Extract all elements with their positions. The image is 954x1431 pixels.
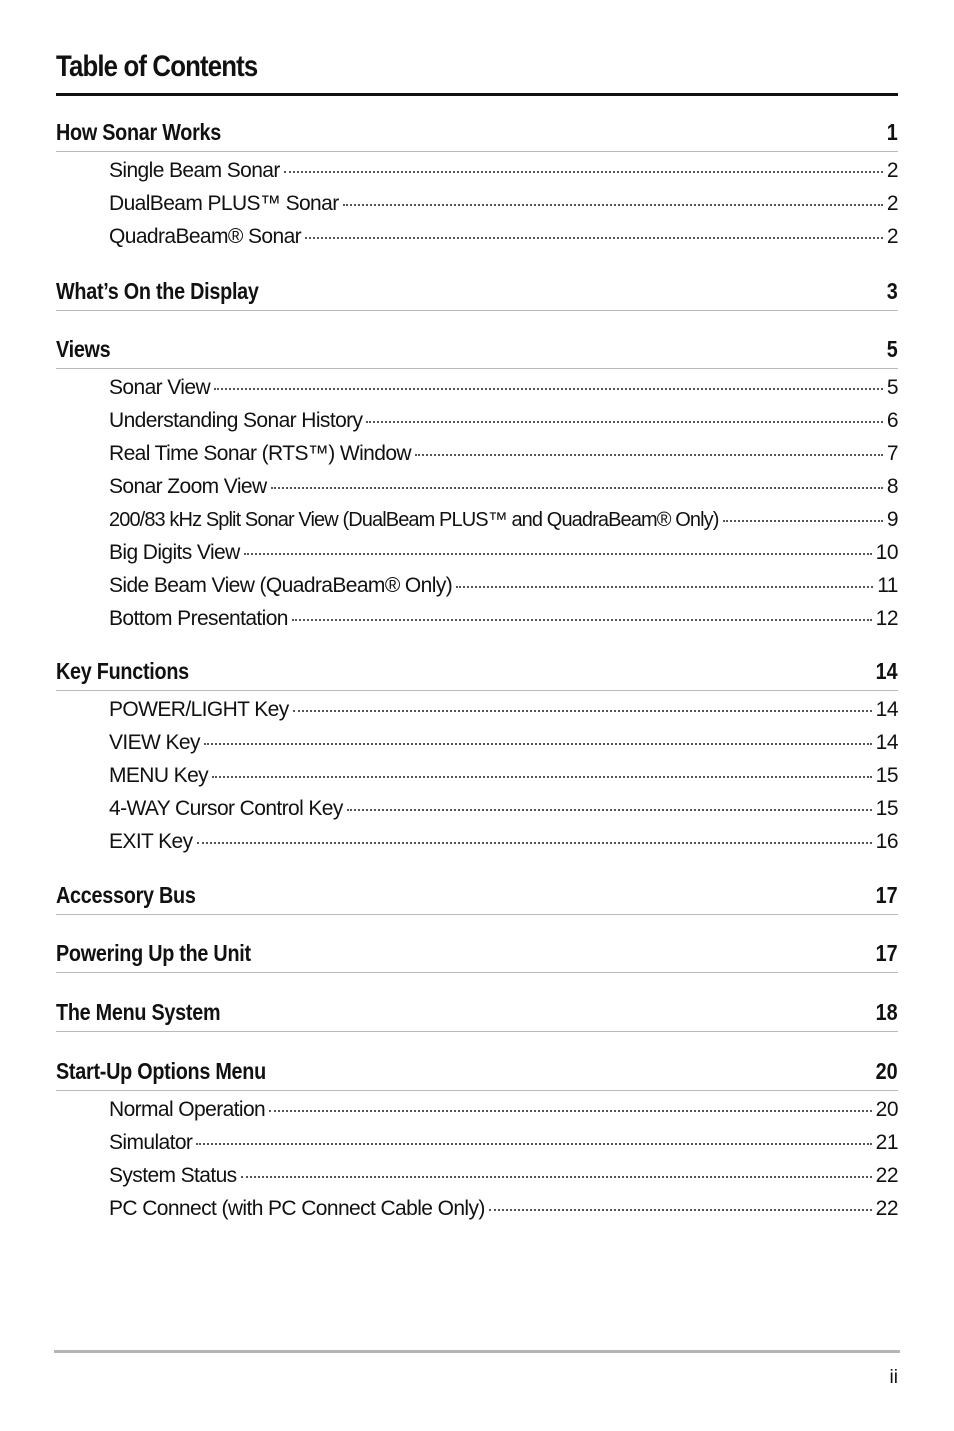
entry-title: Sonar View [109, 376, 211, 399]
section-title: How Sonar Works [56, 119, 222, 145]
entry-page-number: 21 [875, 1131, 898, 1154]
toc-section-how-sonar-works [56, 117, 898, 258]
toc-section-key-functions [56, 656, 898, 863]
dot-leader [269, 1109, 872, 1112]
section-page-number: 17 [875, 940, 898, 966]
dot-leader [241, 1175, 872, 1178]
toc-entry[interactable] [109, 574, 898, 607]
section-title: Views [56, 336, 111, 362]
section-heading[interactable] [56, 880, 898, 915]
dot-leader [284, 170, 883, 173]
toc-entry[interactable] [109, 442, 898, 475]
entry-title: PC Connect (with PC Connect Cable Only) [109, 1197, 485, 1220]
entry-title: System Status [109, 1164, 237, 1187]
toc-section-views [56, 334, 898, 640]
entry-title: 200/83 kHz Split Sonar View (DualBeam PLUS™ and QuadraBeam® Only) [109, 509, 719, 531]
section-title: The Menu System [56, 999, 221, 1025]
toc-entry[interactable] [109, 1098, 898, 1131]
section-title: Powering Up the Unit [56, 940, 251, 966]
section-title: Start-Up Options Menu [56, 1058, 266, 1084]
page-title: Table of Contents [56, 50, 258, 83]
toc-section-start-up-options-menu [56, 1056, 898, 1230]
toc-entry[interactable] [109, 376, 898, 409]
dot-leader [204, 742, 872, 745]
entry-page-number: 2 [886, 225, 898, 248]
section-entries [56, 698, 898, 863]
title-rule [56, 93, 898, 96]
section-heading[interactable] [56, 656, 898, 691]
section-entries [56, 376, 898, 640]
dot-leader [456, 585, 873, 588]
entry-page-number: 15 [875, 797, 898, 820]
entry-page-number: 10 [875, 541, 898, 564]
toc-entry[interactable] [109, 225, 898, 258]
entry-page-number: 8 [886, 475, 898, 498]
dot-leader [366, 420, 882, 423]
section-page-number: 17 [875, 882, 898, 908]
entry-title: EXIT Key [109, 830, 193, 853]
toc-entry[interactable] [109, 830, 898, 863]
entry-title: MENU Key [109, 764, 209, 787]
entry-page-number: 9 [886, 508, 898, 531]
dot-leader [196, 1142, 871, 1145]
entry-title: DualBeam PLUS™ Sonar [109, 192, 339, 215]
entry-title: Understanding Sonar History [109, 409, 363, 432]
entry-title: Normal Operation [109, 1098, 266, 1121]
dot-leader [212, 775, 872, 778]
entry-title: Simulator [109, 1131, 193, 1154]
section-entries [56, 1098, 898, 1230]
dot-leader [305, 236, 883, 239]
section-page-number: 5 [886, 336, 898, 362]
entry-page-number: 12 [875, 607, 898, 630]
footer-rule [54, 1350, 900, 1353]
toc-entry[interactable] [109, 698, 898, 731]
entry-title: Sonar Zoom View [109, 475, 267, 498]
entry-page-number: 16 [875, 830, 898, 853]
entry-title: Single Beam Sonar [109, 159, 280, 182]
section-page-number: 3 [886, 278, 898, 304]
entry-title: VIEW Key [109, 731, 200, 754]
section-page-number: 18 [875, 999, 898, 1025]
toc-entry[interactable] [109, 607, 898, 640]
entry-page-number: 7 [886, 442, 898, 465]
entry-page-number: 11 [877, 574, 898, 597]
section-title: Key Functions [56, 658, 189, 684]
entry-title: Real Time Sonar (RTS™) Window [109, 442, 411, 465]
toc-entry[interactable] [109, 475, 898, 508]
toc-section-the-menu-system [56, 997, 898, 1032]
section-heading[interactable] [56, 1056, 898, 1091]
dot-leader [723, 519, 883, 522]
section-heading[interactable] [56, 997, 898, 1032]
entry-page-number: 2 [886, 192, 898, 215]
entry-page-number: 15 [875, 764, 898, 787]
dot-leader [347, 808, 872, 811]
footer-page-number: ii [889, 1367, 898, 1388]
dot-leader [292, 618, 872, 621]
entry-title: Side Beam View (QuadraBeam® Only) [109, 574, 453, 597]
toc-entry[interactable] [109, 192, 898, 225]
section-page-number: 20 [875, 1058, 898, 1084]
entry-title: POWER/LIGHT Key [109, 698, 289, 721]
entry-page-number: 6 [886, 409, 898, 432]
toc-section-whats-on-the-display [56, 276, 898, 311]
entry-title: 4-WAY Cursor Control Key [109, 797, 343, 820]
entry-page-number: 2 [886, 159, 898, 182]
toc-entry[interactable] [109, 409, 898, 442]
entry-page-number: 5 [886, 376, 898, 399]
section-page-number: 14 [875, 658, 898, 684]
section-entries [56, 159, 898, 258]
toc-entry[interactable] [109, 541, 898, 574]
toc-entry[interactable] [109, 797, 898, 830]
section-heading[interactable] [56, 276, 898, 311]
toc-section-accessory-bus [56, 880, 898, 915]
section-heading[interactable] [56, 938, 898, 973]
section-heading[interactable] [56, 334, 898, 369]
section-heading[interactable] [56, 117, 898, 152]
entry-page-number: 22 [875, 1164, 898, 1187]
toc-entry[interactable] [109, 1164, 898, 1197]
section-title: What’s On the Display [56, 278, 259, 304]
section-page-number: 1 [886, 119, 898, 145]
toc-entry[interactable] [109, 1131, 898, 1164]
entry-title: Big Digits View [109, 541, 240, 564]
dot-leader [214, 387, 883, 390]
entry-page-number: 22 [875, 1197, 898, 1220]
dot-leader [244, 552, 872, 555]
dot-leader [293, 709, 872, 712]
toc-entry[interactable] [109, 159, 898, 192]
entry-page-number: 14 [875, 731, 898, 754]
dot-leader [271, 486, 883, 489]
toc-section-powering-up-the-unit [56, 938, 898, 973]
dot-leader [415, 453, 883, 456]
entry-page-number: 20 [875, 1098, 898, 1121]
toc-entry[interactable] [109, 731, 898, 764]
toc-entry[interactable] [109, 1197, 898, 1230]
dot-leader [489, 1208, 872, 1211]
toc-entry[interactable] [109, 508, 898, 541]
dot-leader [343, 203, 883, 206]
section-title: Accessory Bus [56, 882, 196, 908]
entry-page-number: 14 [875, 698, 898, 721]
entry-title: QuadraBeam® Sonar [109, 225, 302, 248]
dot-leader [197, 841, 872, 844]
entry-title: Bottom Presentation [109, 607, 288, 630]
toc-entry[interactable] [109, 764, 898, 797]
